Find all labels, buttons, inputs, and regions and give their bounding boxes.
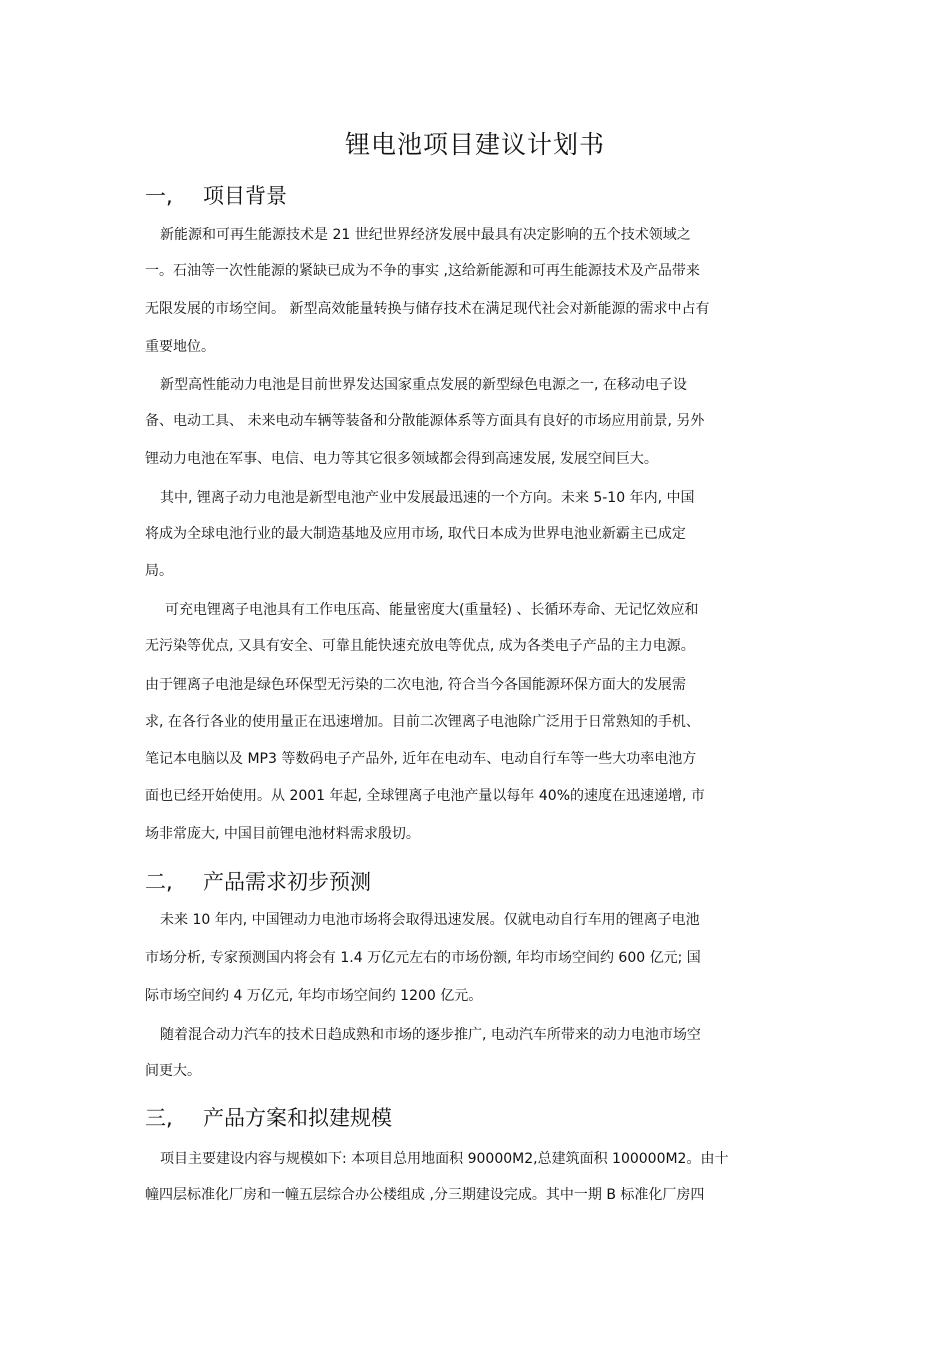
paragraph-line: 锂动力电池在军事、电信、电力等其它很多领域都会得到高速发展, 发展空间巨大。 [145, 451, 658, 467]
section-title: 产品需求初步预测 [203, 870, 371, 894]
paragraph-line: 场非常庞大, 中国目前锂电池材料需求殷切。 [145, 826, 420, 842]
paragraph-line: 新型高性能动力电池是目前世界发达国家重点发展的新型绿色电源之一, 在移动电子设 [160, 377, 687, 393]
section-title: 产品方案和拟建规模 [203, 1106, 392, 1130]
section-heading-background [145, 180, 287, 210]
paragraph-line: 随着混合动力汽车的技术日趋成熟和市场的逐步推广, 电动汽车所带来的动力电池市场空 [160, 1027, 701, 1043]
paragraph-line: 重要地位。 [145, 339, 215, 355]
section-number: 二, [145, 870, 173, 894]
paragraph-line: 由于锂离子电池是绿色环保型无污染的二次电池, 符合当今各国能源环保方面大的发展需 [145, 677, 686, 693]
paragraph-line: 局。 [145, 563, 173, 579]
paragraph-line: 一。石油等一次性能源的紧缺已成为不争的事实 ,这给新能源和可再生能源技术及产品带来 [145, 263, 700, 279]
section-heading-demand [145, 866, 371, 896]
paragraph-line: 幢四层标准化厂房和一幢五层综合办公楼组成 ,分三期建设完成。其中一期 B 标准化厂房四 [145, 1187, 705, 1203]
section-number: 三, [145, 1106, 173, 1130]
section-number: 一, [145, 184, 173, 208]
paragraph-line: 可充电锂离子电池具有工作电压高、能量密度大(重量轻) 、长循环寿命、无记忆效应和 [165, 602, 699, 618]
paragraph-line: 将成为全球电池行业的最大制造基地及应用市场, 取代日本成为世界电池业新霸主已成定 [145, 526, 686, 542]
paragraph-line: 新能源和可再生能源技术是 21 世纪世界经济发展中最具有决定影响的五个技术领域之 [160, 227, 691, 243]
paragraph-line: 间更大。 [145, 1063, 201, 1079]
section-heading-product-plan [145, 1102, 392, 1132]
paragraph-line: 无污染等优点, 又具有安全、可靠且能快速充放电等优点, 成为各类电子产品的主力电源。 [145, 638, 695, 654]
paragraph-line: 面也已经开始使用。从 2001 年起, 全球锂离子电池产量以每年 40%的速度在迅速递增, 市 [145, 788, 705, 804]
paragraph-line: 备、电动工具、 未来电动车辆等装备和分散能源体系等方面具有良好的市场应用前景, 另外 [145, 413, 705, 429]
paragraph-line: 无限发展的市场空间。 新型高效能量转换与储存技术在满足现代社会对新能源的需求中占有 [145, 301, 710, 317]
document-title: 锂电池项目建议计划书 [344, 130, 605, 159]
paragraph-line: 项目主要建设内容与规模如下: 本项目总用地面积 90000M2,总建筑面积 100000M2。由十 [160, 1151, 729, 1167]
paragraph-line: 市场分析, 专家预测国内将会有 1.4 万亿元左右的市场份额, 年均市场空间约 600 亿元; 国 [145, 950, 701, 966]
paragraph-line: 际市场空间约 4 万亿元, 年均市场空间约 1200 亿元。 [145, 988, 483, 1004]
paragraph-line: 未来 10 年内, 中国锂动力电池市场将会取得迅速发展。仅就电动自行车用的锂离子电池 [160, 912, 700, 928]
section-title: 项目背景 [203, 184, 287, 208]
paragraph-line: 其中, 锂离子动力电池是新型电池产业中发展最迅速的一个方向。未来 5-10 年内, 中国 [160, 490, 695, 506]
paragraph-line: 求, 在各行各业的使用量正在迅速增加。目前二次锂离子电池除广泛用于日常熟知的手机、 [145, 714, 700, 730]
paragraph-line: 笔记本电脑以及 MP3 等数码电子产品外, 近年在电动车、电动自行车等一些大功率电池方 [145, 751, 697, 767]
